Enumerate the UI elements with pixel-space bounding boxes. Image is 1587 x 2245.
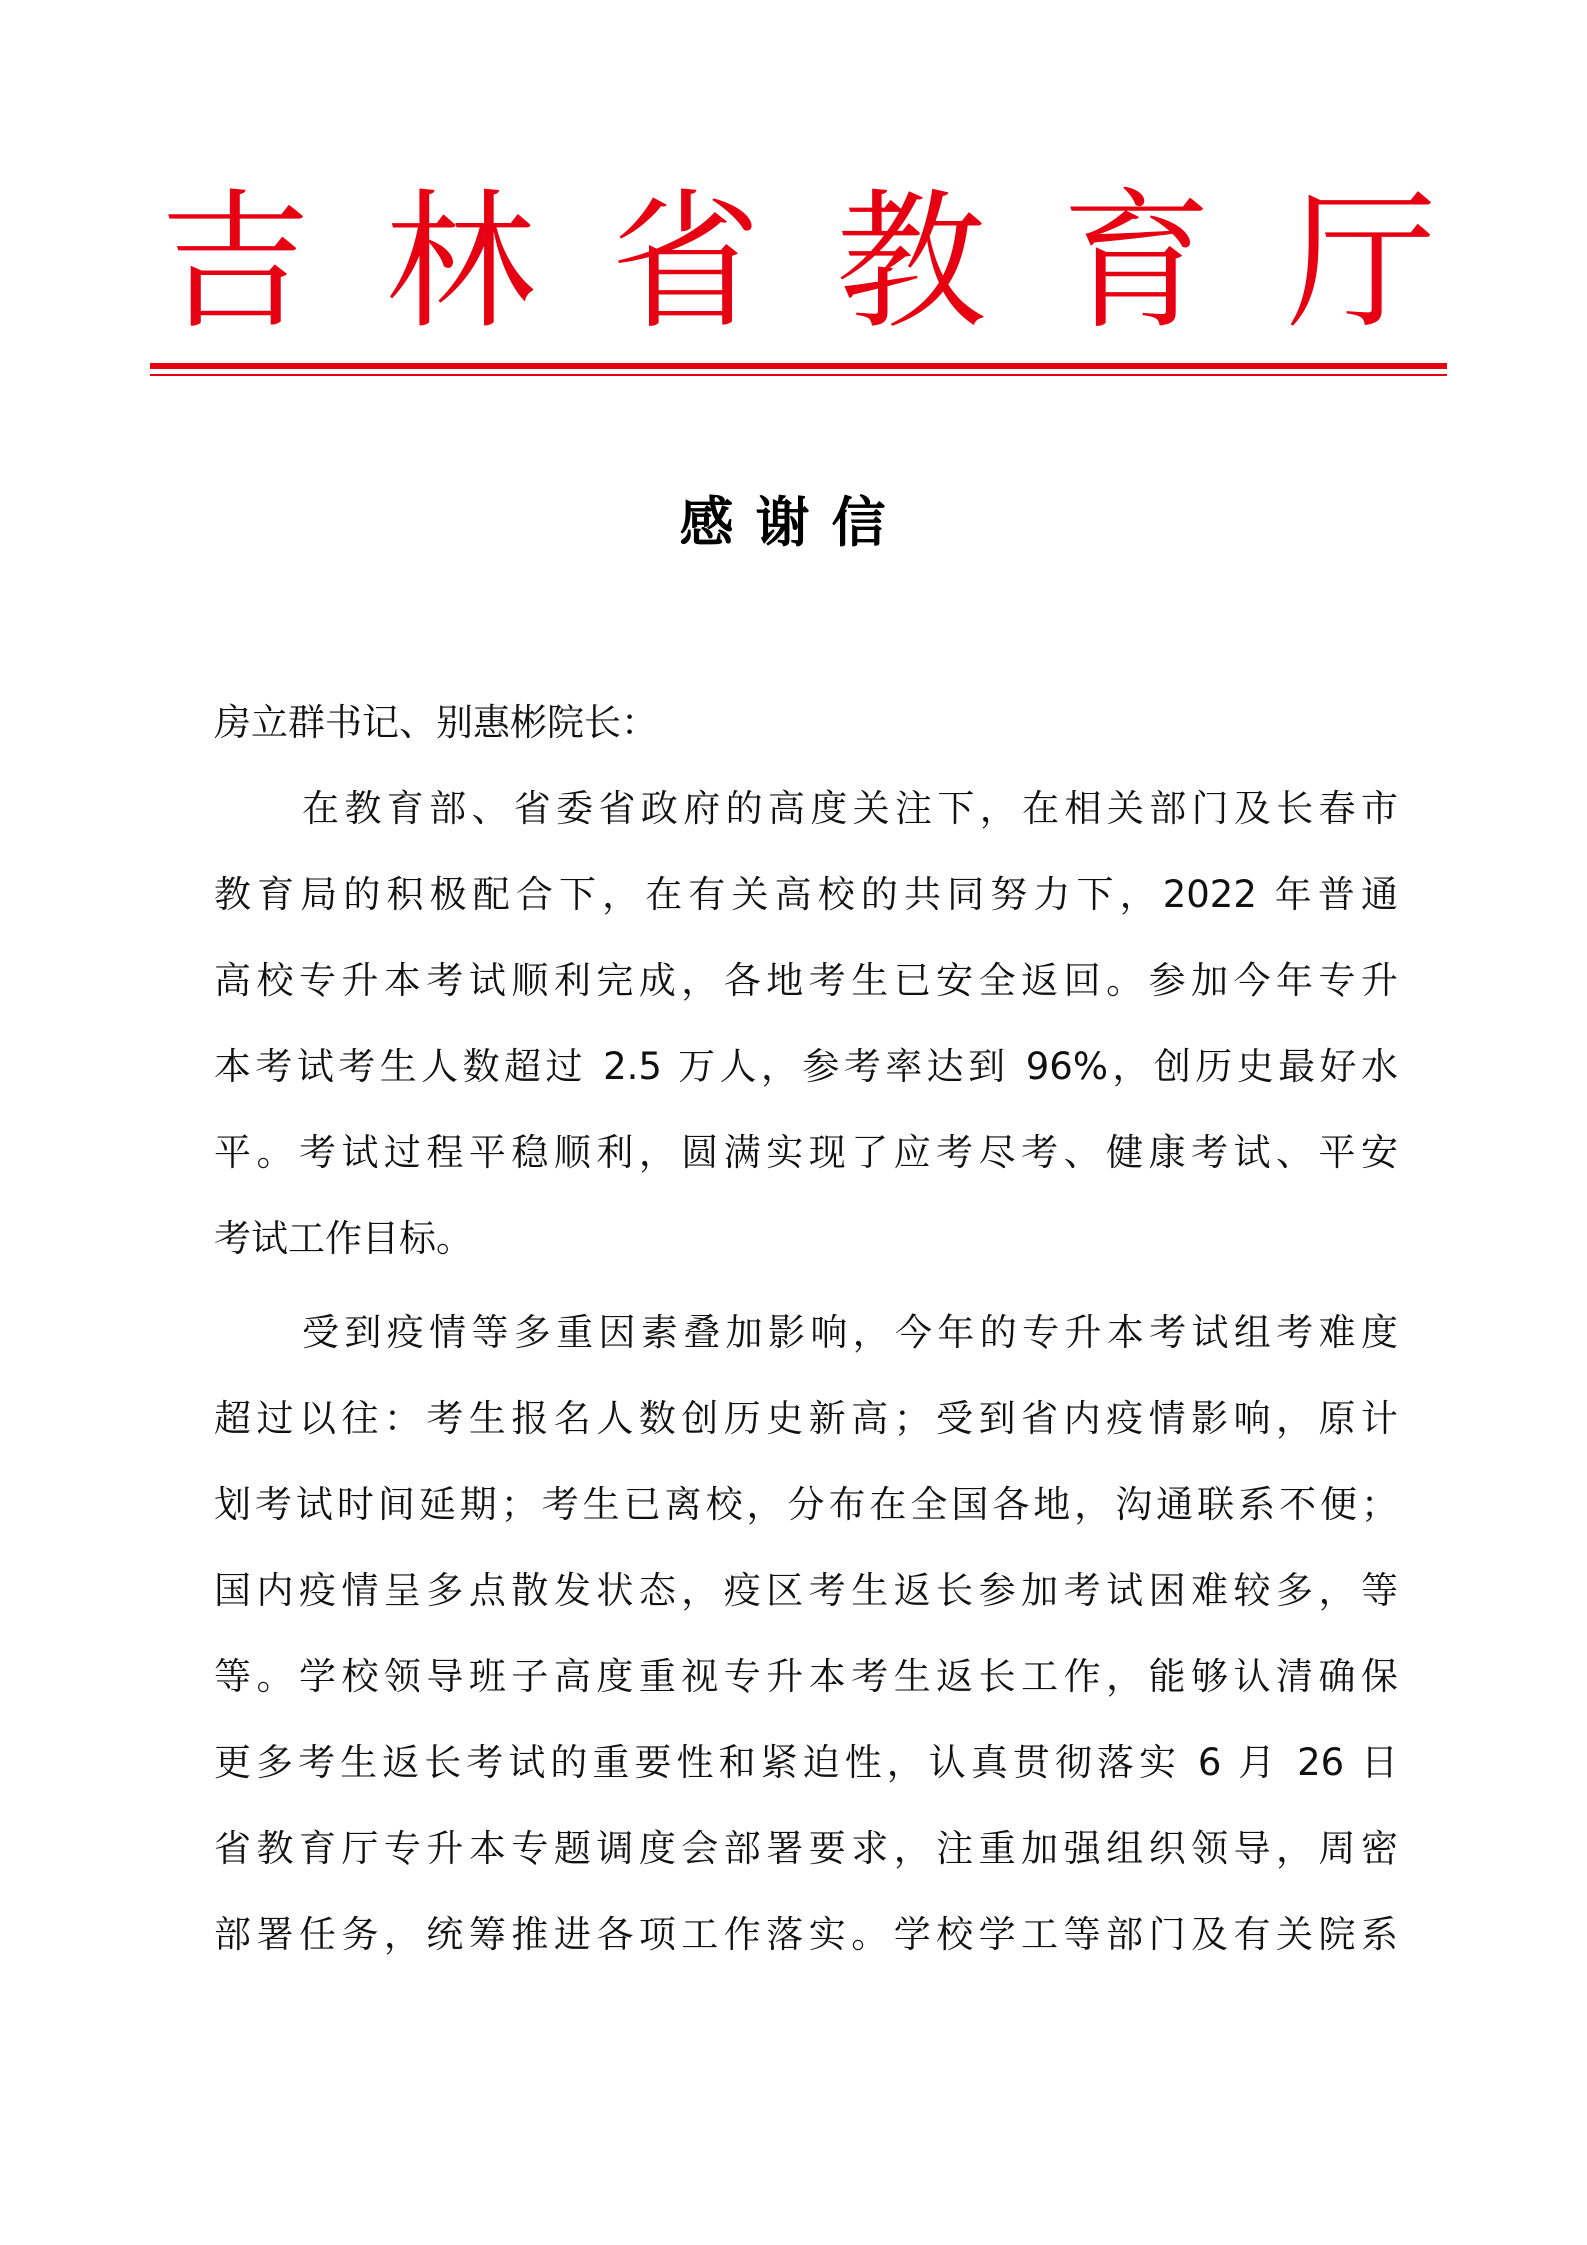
letterhead-title: [150, 168, 1447, 358]
paragraph-line: 部署任务，统筹推进各项工作落实。学校学工等部门及有关院系: [214, 1913, 1398, 1956]
paragraph-line: 高校专升本考试顺利完成，各地考生已安全返回。参加今年专升: [214, 959, 1398, 1002]
paragraph: [214, 1290, 1398, 1978]
letterhead-char: 教: [836, 176, 987, 350]
letterhead-char: 林: [385, 176, 536, 350]
letterhead-char: 厅: [1286, 176, 1437, 350]
letterhead-char: 吉: [159, 176, 310, 350]
letterhead-rule-thick: [150, 363, 1447, 369]
paragraph-line: 本考试考生人数超过 2.5 万人，参考率达到 96%，创历史最好水: [214, 1045, 1398, 1088]
paragraph-line: 考试工作目标。: [214, 1217, 473, 1260]
paragraph-line: 国内疫情呈多点散发状态，疫区考生返长参加考试困难较多，等: [214, 1569, 1398, 1612]
letterhead-char: 省: [610, 176, 761, 350]
letter-body: [214, 680, 1398, 1978]
paragraph-line: 等。学校领导班子高度重视专升本考生返长工作，能够认清确保: [214, 1655, 1398, 1698]
letterhead-rule-thin: [150, 374, 1447, 376]
paragraph-line: 超过以往：考生报名人数创历史新高；受到省内疫情影响，原计: [214, 1397, 1398, 1440]
paragraph-line: 平。考试过程平稳顺利，圆满实现了应考尽考、健康考试、平安: [214, 1131, 1398, 1174]
paragraph-line: 省教育厅专升本专题调度会部署要求，注重加强组织领导，周密: [214, 1827, 1398, 1870]
paragraph-line: 在教育部、省委省政府的高度关注下，在相关部门及长春市: [302, 787, 1398, 830]
paragraph: [214, 766, 1398, 1282]
paragraph-line: 受到疫情等多重因素叠加影响，今年的专升本考试组考难度: [302, 1311, 1398, 1354]
letter-title: 感谢信: [679, 490, 908, 554]
paragraph-line: 更多考生返长考试的重要性和紧迫性，认真贯彻落实 6 月 26 日: [214, 1741, 1398, 1784]
salutation: 房立群书记、别惠彬院长：: [214, 701, 658, 744]
paragraph-line: 划考试时间延期；考生已离校，分布在全国各地，沟通联系不便；: [214, 1483, 1398, 1526]
paragraph-line: 教育局的积极配合下，在有关高校的共同努力下，2022 年普通: [214, 873, 1398, 916]
letterhead-char: 育: [1061, 176, 1212, 350]
